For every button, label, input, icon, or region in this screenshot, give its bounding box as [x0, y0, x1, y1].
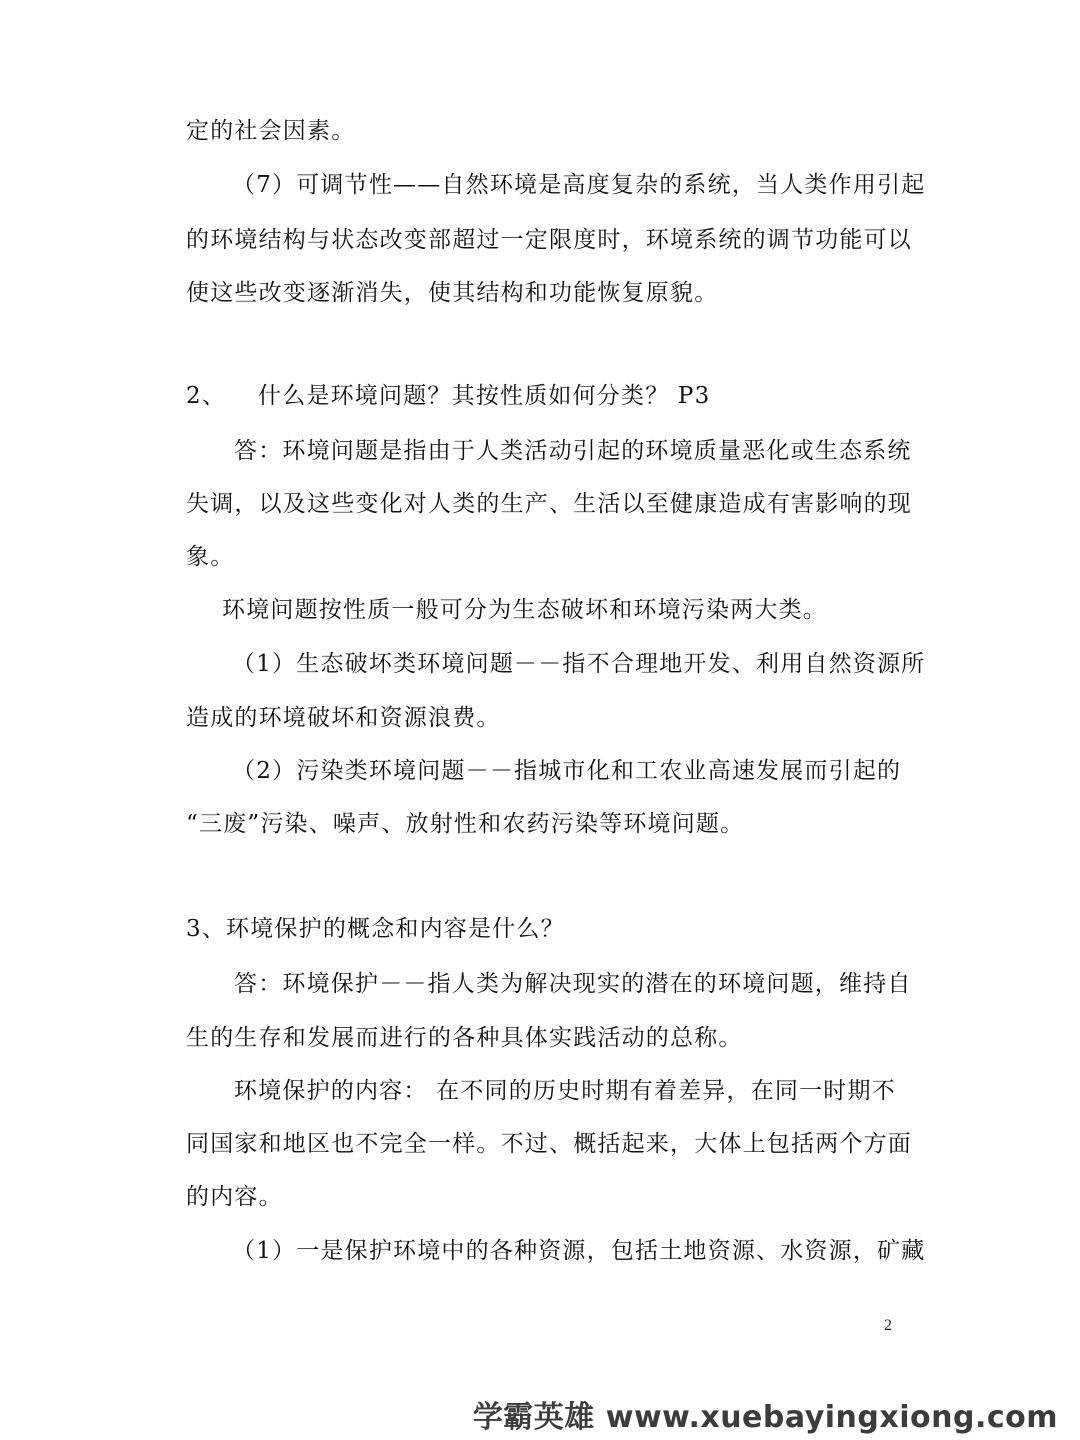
text-line: 答：环境问题是指由于人类活动引起的环境质量恶化或生态系统: [234, 438, 912, 464]
question-heading: 3、环境保护的概念和内容是什么？: [186, 916, 565, 942]
text-line: 答：环境保护－－指人类为解决现实的潜在的环境问题，维持自: [234, 971, 912, 997]
text-line: 生的生存和发展而进行的各种具体实践活动的总称。: [186, 1025, 743, 1051]
watermark: 学霸英雄 www.xuebayingxiong.com: [472, 1400, 1058, 1435]
text-line: 象。: [186, 544, 235, 570]
text-line: （1）生态破坏类环境问题－－指不合理地开发、利用自然资源所: [232, 651, 926, 677]
text-line: （1）一是保护环境中的各种资源，包括土地资源、水资源，矿藏: [232, 1238, 926, 1264]
question-text: 什么是环境问题？其按性质如何分类？ P3: [258, 383, 711, 409]
text-line: 造成的环境破坏和资源浪费。: [186, 705, 501, 731]
text-line: 定的社会因素。: [186, 118, 356, 144]
text-line: （7）可调节性——自然环境是高度复杂的系统，当人类作用引起: [232, 172, 926, 198]
text-line: 同国家和地区也不完全一样。不过、概括起来，大体上包括两个方面: [186, 1131, 912, 1157]
text-line: 失调，以及这些变化对人类的生产、生活以至健康造成有害影响的现: [186, 491, 912, 517]
question-number: 2、: [186, 383, 227, 409]
text-line: “三废”污染、噪声、放射性和农药污染等环境问题。: [186, 811, 745, 837]
text-line: 的内容。: [186, 1184, 283, 1210]
text-line: 的环境结构与状态改变部超过一定限度时，环境系统的调节功能可以: [186, 227, 912, 253]
text-line: 使这些改变逐渐消失，使其结构和功能恢复原貌。: [186, 280, 719, 306]
text-line: （2）污染类环境问题－－指城市化和工农业高速发展而引起的: [232, 758, 902, 784]
text-line: 环境保护的内容： 在不同的历史时期有着差异，在同一时期不: [234, 1078, 896, 1104]
page-number: 2: [884, 1317, 892, 1334]
text-line: 环境问题按性质一般可分为生态破坏和环境污染两大类。: [222, 597, 827, 623]
